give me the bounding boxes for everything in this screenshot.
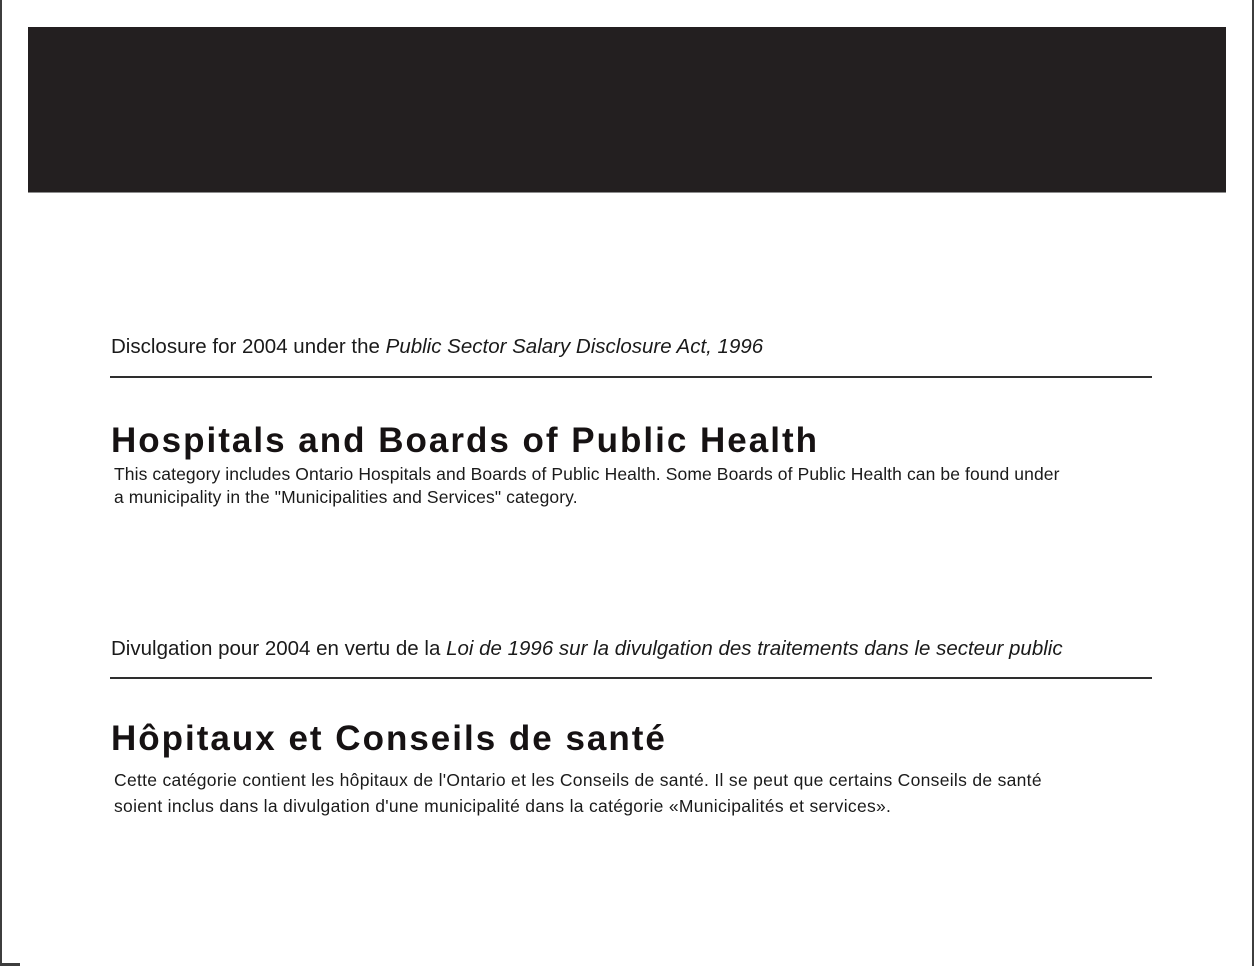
english-divider xyxy=(110,376,1152,378)
french-intro-line xyxy=(111,636,1063,662)
french-divider xyxy=(110,677,1152,679)
english-heading: Hospitals and Boards of Public Health xyxy=(111,421,819,461)
english-intro-text: Disclosure for 2004 under the xyxy=(111,335,386,358)
french-intro-text: Divulgation pour 2004 en vertu de la xyxy=(111,637,447,660)
french-description: Cette catégorie contient les hôpitaux de l'Ontario et les Conseils de santé. Il se peut que certains Conseils de santé soient inclus dans la divulgation d'une municipalité dans la catégorie «Municipalités et services». xyxy=(114,769,1042,816)
top-banner xyxy=(28,27,1226,193)
english-act-title: Public Sector Salary Disclosure Act, 1996 xyxy=(385,335,764,358)
french-act-title: Loi de 1996 sur la divulgation des traitements dans le secteur public xyxy=(446,637,1063,660)
english-intro-line xyxy=(111,334,763,360)
english-description: This category includes Ontario Hospitals and Boards of Public Health. Some Boards of Public Health can be found under a municipality in the "Municipalities and Services" category. xyxy=(114,463,1060,507)
french-heading: Hôpitaux et Conseils de santé xyxy=(111,719,667,759)
